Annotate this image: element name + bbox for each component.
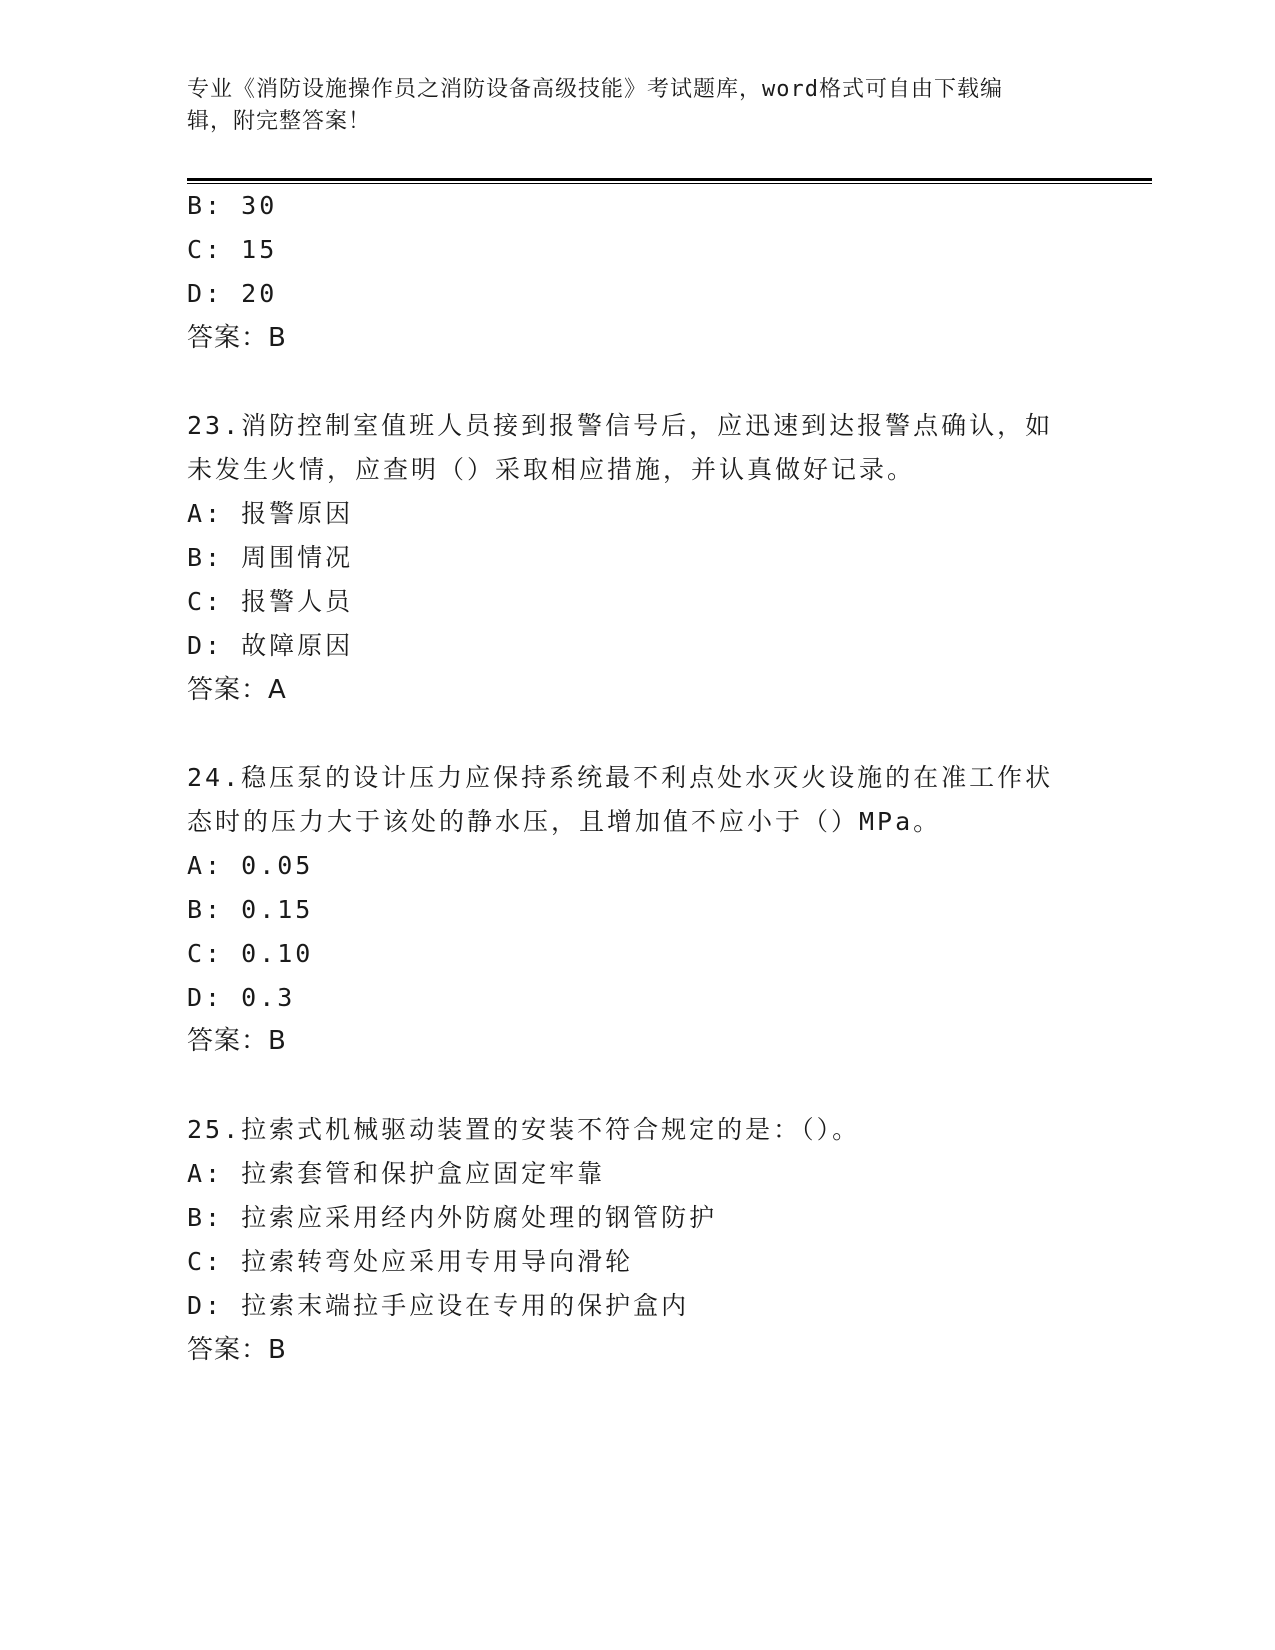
answer: 答案：B xyxy=(187,1335,287,1365)
header-divider-thick xyxy=(187,178,1152,181)
option-b: B: 30 xyxy=(187,191,278,220)
question-23-line-1: 23.消防控制室值班人员接到报警信号后，应迅速到达报警点确认，如 xyxy=(187,411,1054,440)
option-a: A: 拉索套管和保护盒应固定牢靠 xyxy=(187,1159,606,1188)
answer: 答案：B xyxy=(187,323,287,353)
question-23-line-2: 未发生火情，应查明（）采取相应措施，并认真做好记录。 xyxy=(187,455,916,484)
option-d: D: 故障原因 xyxy=(187,631,354,660)
option-c: C: 报警人员 xyxy=(187,587,354,616)
answer: 答案：B xyxy=(187,1026,287,1056)
option-b: B: 拉索应采用经内外防腐处理的钢管防护 xyxy=(187,1203,718,1232)
option-a: A: 报警原因 xyxy=(187,499,354,528)
question-24-line-1: 24.稳压泵的设计压力应保持系统最不利点处水灭火设施的在准工作状 xyxy=(187,763,1054,792)
option-c: C: 0.10 xyxy=(187,939,314,968)
option-d: D: 0.3 xyxy=(187,983,296,1012)
header-divider-thin xyxy=(187,183,1152,184)
option-a: A: 0.05 xyxy=(187,851,314,880)
question-24-line-2: 态时的压力大于该处的静水压，且增加值不应小于（）MPa。 xyxy=(187,807,942,836)
header-line-1: 专业《消防设施操作员之消防设备高级技能》考试题库，word格式可自由下载编 xyxy=(187,77,1003,102)
header-line-2: 辑，附完整答案！ xyxy=(187,109,372,134)
answer: 答案：A xyxy=(187,675,287,705)
option-d: D: 20 xyxy=(187,279,278,308)
option-c: C: 拉索转弯处应采用专用导向滑轮 xyxy=(187,1247,634,1276)
option-d: D: 拉索末端拉手应设在专用的保护盒内 xyxy=(187,1291,690,1320)
option-b: B: 周围情况 xyxy=(187,543,354,572)
option-c: C: 15 xyxy=(187,235,278,264)
option-b: B: 0.15 xyxy=(187,895,314,924)
page-header xyxy=(187,74,1077,138)
question-25-line-1: 25.拉索式机械驱动装置的安装不符合规定的是：（）。 xyxy=(187,1115,861,1144)
